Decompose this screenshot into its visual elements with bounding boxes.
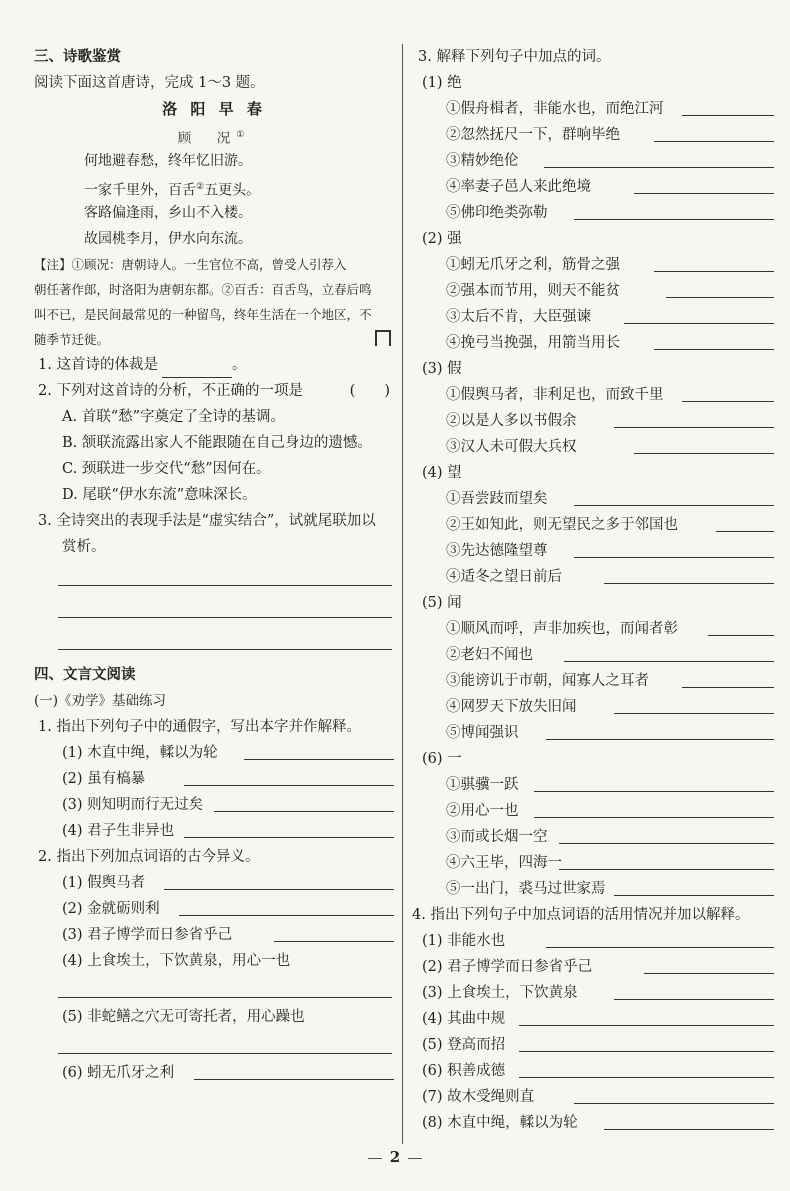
answer-blank[interactable] — [644, 973, 774, 974]
poem-title: 洛 阳 早 春 — [162, 100, 266, 118]
answer-blank[interactable] — [682, 401, 774, 402]
answer-paren[interactable]: ( ) — [349, 383, 390, 399]
option-a: A. 首联“愁”字奠定了全诗的基调。 — [62, 409, 286, 425]
group-jue-item: ④率妻子邑人来此绝境 — [418, 174, 774, 200]
answer-blank[interactable] — [574, 557, 774, 558]
q4-item: (7) 故木受绳则直 — [418, 1084, 774, 1110]
group-yi-item: ③而或长烟一空 — [418, 824, 774, 850]
answer-blank[interactable] — [574, 505, 774, 506]
group-yi-item: ①骐骥一跃 — [418, 772, 774, 798]
group-jia-item: ①假舆马者，非利足也，而致千里 — [418, 382, 774, 408]
question-3-1: 1. 这首诗的体裁是 。 — [34, 352, 394, 378]
option-c: C. 颈联进一步交代“愁”因何在。 — [62, 461, 271, 477]
group-jue-item: ②忽然抚尺一下，群响毕绝 — [418, 122, 774, 148]
answer-blank[interactable] — [614, 713, 774, 714]
q4-item: (5) 登高而招 — [418, 1032, 774, 1058]
answer-blank[interactable] — [544, 167, 774, 168]
group-qiang-item: ①蚓无爪牙之利，筋骨之强 — [418, 252, 774, 278]
answer-blank[interactable] — [244, 759, 394, 760]
page-number: 2 — [0, 1148, 790, 1166]
group-yi-item: ②用心一也 — [418, 798, 774, 824]
group-jue-head: (1) 绝 — [422, 75, 462, 91]
answer-blank[interactable] — [546, 947, 774, 948]
answer-blank[interactable] — [666, 297, 774, 298]
poem-line-4: 故园桃李月，伊水向东流。 — [84, 231, 252, 247]
group-jia-item: ②以是人多以书假余 — [418, 408, 774, 434]
answer-blank[interactable] — [546, 739, 774, 740]
answer-line[interactable] — [34, 592, 394, 624]
section4-title: 四、文言文阅读 — [34, 667, 136, 683]
answer-blank[interactable] — [604, 583, 774, 584]
scan-mark — [375, 330, 391, 346]
question-3-3: 3. 全诗突出的表现手法是“虚实结合”，试就尾联加以 — [38, 513, 376, 529]
group-wang-item: ①吾尝跂而望矣 — [418, 486, 774, 512]
right-column — [412, 44, 774, 1136]
answer-blank[interactable] — [682, 115, 774, 116]
group-wen-item: ⑤博闻强识 — [418, 720, 774, 746]
answer-blank[interactable] — [564, 661, 774, 662]
answer-blank[interactable] — [559, 869, 774, 870]
answer-blank[interactable] — [534, 817, 774, 818]
group-wang-item: ③先达德隆望尊 — [418, 538, 774, 564]
item-4-2-4: (4) 上食埃土，下饮黄泉，用心一也 — [62, 953, 291, 969]
group-qiang-item: ④挽弓当挽强，用箭当用长 — [418, 330, 774, 356]
answer-blank[interactable] — [614, 999, 774, 1000]
answer-line[interactable] — [34, 974, 394, 1004]
group-wen-item: ④网罗天下放失旧闻 — [418, 694, 774, 720]
item-4-2-6: (6) 蚓无爪牙之利 — [34, 1060, 394, 1086]
answer-blank[interactable] — [614, 427, 774, 428]
group-jue-item: ③精妙绝伦 — [418, 148, 774, 174]
answer-blank[interactable] — [604, 1129, 774, 1130]
answer-blank[interactable] — [634, 193, 774, 194]
poem-line-1: 何地避春愁，终年忆旧游。 — [84, 153, 252, 169]
note-line-1: 【注】①顾况：唐朝诗人。一生官位不高，曾受人引荐入 — [34, 257, 347, 272]
group-wen-item: ②老妇不闻也 — [418, 642, 774, 668]
group-qiang-item: ③太后不肯，大臣强谏 — [418, 304, 774, 330]
group-wang-item: ④适冬之望日前后 — [418, 564, 774, 590]
answer-blank[interactable] — [274, 941, 394, 942]
group-yi-head: (6) 一 — [422, 751, 462, 767]
group-qiang-head: (2) 强 — [422, 231, 462, 247]
item-4-1-3: (3) 则知明而行无过矣 — [34, 792, 394, 818]
answer-blank[interactable] — [164, 889, 394, 890]
q4-item: (8) 木直中绳，輮以为轮 — [418, 1110, 774, 1136]
answer-line[interactable] — [34, 560, 394, 592]
group-qiang-item: ②强本而节用，则天不能贫 — [418, 278, 774, 304]
answer-blank[interactable] — [519, 1025, 774, 1026]
question-4-2: 2. 指出下列加点词语的古今异义。 — [38, 849, 260, 865]
answer-blank[interactable] — [184, 785, 394, 786]
section4-subtitle: (一)《劝学》基础练习 — [34, 693, 167, 709]
answer-blank[interactable] — [654, 271, 774, 272]
poem-line-2: 一家千里外，百舌②五更头。 — [84, 182, 261, 199]
section3-intro: 阅读下面这首唐诗，完成 1～3 题。 — [34, 75, 265, 91]
answer-blank[interactable] — [708, 635, 774, 636]
answer-blank[interactable] — [624, 323, 774, 324]
item-4-2-5: (5) 非蛇鳝之穴无可寄托者，用心躁也 — [62, 1009, 305, 1025]
group-jue-item: ⑤佛印绝类弥勒 — [418, 200, 774, 226]
left-column — [34, 44, 394, 1086]
answer-line[interactable] — [34, 624, 394, 656]
answer-blank[interactable] — [534, 791, 774, 792]
question-3-2: 2. 下列对这首诗的分析，不正确的一项是 ( ) — [34, 378, 394, 404]
item-4-1-1: (1) 木直中绳，輮以为轮 — [34, 740, 394, 766]
group-jue-item: ①假舟楫者，非能水也，而绝江河 — [418, 96, 774, 122]
answer-line[interactable] — [34, 1030, 394, 1060]
note-line-2: 朝任著作郎，时洛阳为唐朝东都。②百舌：百舌鸟，立春后鸣 — [34, 282, 372, 297]
answer-blank[interactable] — [179, 915, 394, 916]
group-wen-head: (5) 闻 — [422, 595, 462, 611]
answer-blank[interactable] — [654, 141, 774, 142]
answer-blank[interactable] — [519, 1051, 774, 1052]
answer-blank[interactable] — [214, 811, 394, 812]
option-d: D. 尾联“伊水东流”意味深长。 — [62, 487, 257, 503]
section3-title: 三、诗歌鉴赏 — [34, 49, 121, 65]
answer-blank[interactable] — [559, 843, 774, 844]
q4-item: (3) 上食埃土，下饮黄泉 — [418, 980, 774, 1006]
question-3: 3. 解释下列句子中加点的词。 — [418, 49, 611, 65]
answer-blank[interactable] — [574, 219, 774, 220]
group-wen-item: ①顺风而呼，声非加疾也，而闻者彰 — [418, 616, 774, 642]
question-4: 4. 指出下列句子中加点词语的活用情况并加以解释。 — [412, 907, 750, 923]
group-wang-item: ②王如知此，则无望民之多于邻国也 — [418, 512, 774, 538]
group-jia-head: (3) 假 — [422, 361, 462, 377]
note-line-4: 随季节迁徙。 — [34, 332, 110, 347]
item-4-2-3: (3) 君子博学而日参省乎己 — [34, 922, 394, 948]
option-b: B. 颔联流露出家人不能跟随在自己身边的遗憾。 — [62, 435, 372, 451]
group-yi-item: ⑤一出门，裘马过世家焉 — [418, 876, 774, 902]
poem-author: 顾 况① — [177, 130, 251, 147]
poem-line-3: 客路偏逢雨，乡山不入楼。 — [84, 205, 252, 221]
answer-blank[interactable] — [184, 837, 394, 838]
answer-blank[interactable] — [194, 1079, 394, 1080]
group-jia-item: ③汉人未可假大兵权 — [418, 434, 774, 460]
answer-blank[interactable] — [654, 349, 774, 350]
answer-blank[interactable] — [716, 531, 774, 532]
item-4-1-4: (4) 君子生非异也 — [34, 818, 394, 844]
q4-item: (1) 非能水也 — [418, 928, 774, 954]
question-4-1: 1. 指出下列句子中的通假字，写出本字并作解释。 — [38, 719, 361, 735]
answer-blank[interactable] — [519, 1077, 774, 1078]
answer-blank[interactable] — [682, 687, 774, 688]
item-4-2-1: (1) 假舆马者 — [34, 870, 394, 896]
answer-blank[interactable] — [162, 359, 232, 378]
item-4-2-2: (2) 金就砺则利 — [34, 896, 394, 922]
group-yi-item: ④六王毕，四海一 — [418, 850, 774, 876]
answer-blank[interactable] — [574, 1103, 774, 1104]
q4-item: (6) 积善成德 — [418, 1058, 774, 1084]
column-divider — [402, 44, 403, 1144]
answer-blank[interactable] — [634, 453, 774, 454]
q4-item: (2) 君子博学而日参省乎己 — [418, 954, 774, 980]
q4-item: (4) 其曲中规 — [418, 1006, 774, 1032]
group-wen-item: ③能谤讥于市朝，闻寡人之耳者 — [418, 668, 774, 694]
item-4-1-2: (2) 虽有槁暴 — [34, 766, 394, 792]
group-wang-head: (4) 望 — [422, 465, 462, 481]
answer-blank[interactable] — [614, 895, 774, 896]
note-line-3: 叫不已，是民间最常见的一种留鸟，终年生活在一个地区，不 — [34, 307, 372, 322]
question-3-3-cont: 赏析。 — [62, 539, 106, 555]
